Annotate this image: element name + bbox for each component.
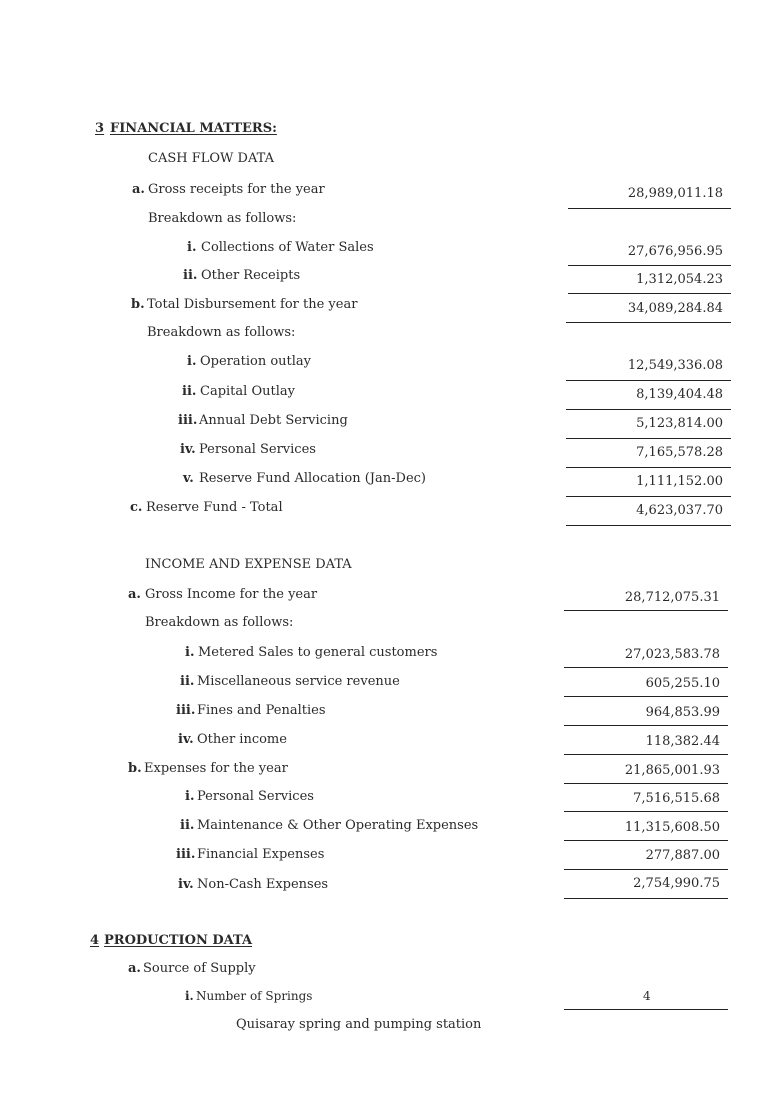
underline — [564, 754, 728, 755]
other-receipts-label: Other Receipts — [201, 268, 301, 283]
total-disbursement-label: Total Disbursement for the year — [147, 297, 358, 312]
item-marker: a. — [128, 961, 141, 976]
cash-flow-heading: CASH FLOW DATA — [148, 151, 274, 166]
source-of-supply-label: Source of Supply — [143, 961, 256, 976]
exp-maintenance-value: 11,315,608.50 — [624, 820, 720, 835]
underline — [566, 409, 731, 410]
personal-services-value: 7,165,578.28 — [636, 445, 723, 460]
underline — [566, 438, 731, 439]
expenses-value: 21,865,001.93 — [624, 763, 720, 778]
item-marker: i. — [187, 240, 197, 255]
item-marker: i. — [185, 789, 195, 804]
section-3-title: FINANCIAL MATTERS: — [110, 121, 277, 136]
income-expense-heading: INCOME AND EXPENSE DATA — [145, 557, 352, 572]
misc-revenue-value: 605,255.10 — [645, 676, 720, 691]
underline — [568, 208, 731, 209]
underline — [566, 496, 731, 497]
gross-receipts-label: Gross receipts for the year — [148, 182, 325, 197]
item-marker: i. — [185, 645, 195, 660]
item-marker: ii. — [183, 268, 198, 283]
item-marker: iii. — [176, 847, 196, 862]
section-3-number: 3 — [95, 121, 105, 136]
item-marker: iii. — [176, 703, 196, 718]
reserve-total-value: 4,623,037.70 — [636, 503, 723, 518]
other-income-value: 118,382.44 — [645, 734, 720, 749]
item-marker: v. — [183, 471, 194, 486]
underline — [564, 811, 728, 812]
other-receipts-value: 1,312,054.23 — [636, 272, 723, 287]
exp-personal-label: Personal Services — [197, 789, 314, 804]
section-4-title: PRODUCTION DATA — [104, 933, 253, 948]
underline — [564, 783, 728, 784]
capital-outlay-label: Capital Outlay — [200, 384, 295, 399]
underline — [564, 725, 728, 726]
springs-value: 4 — [643, 989, 651, 1003]
item-marker: iv. — [178, 732, 194, 747]
underline — [564, 869, 728, 870]
reserve-allocation-value: 1,111,152.00 — [636, 474, 723, 489]
exp-personal-value: 7,516,515.68 — [633, 791, 720, 806]
item-marker: ii. — [180, 818, 195, 833]
underline — [564, 898, 728, 899]
underline — [564, 1009, 728, 1010]
fines-label: Fines and Penalties — [197, 703, 326, 718]
item-marker: b. — [131, 297, 145, 312]
breakdown-label: Breakdown as follows: — [148, 211, 297, 226]
item-marker: i. — [187, 354, 197, 369]
total-disbursement-value: 34,089,284.84 — [627, 301, 723, 316]
item-marker: iii. — [178, 413, 198, 428]
underline — [564, 840, 728, 841]
spring-name: Quisaray spring and pumping station — [236, 1017, 482, 1032]
reserve-allocation-label: Reserve Fund Allocation (Jan-Dec) — [199, 471, 426, 486]
underline — [566, 322, 731, 323]
exp-noncash-value: 2,754,990.75 — [633, 876, 720, 891]
gross-receipts-value: 28,989,011.18 — [627, 186, 723, 201]
exp-noncash-label: Non-Cash Expenses — [197, 877, 329, 892]
springs-label: Number of Springs — [196, 989, 313, 1003]
underline — [564, 667, 728, 668]
underline — [566, 380, 731, 381]
operation-outlay-value: 12,549,336.08 — [627, 358, 723, 373]
other-income-label: Other income — [197, 732, 287, 747]
operation-outlay-label: Operation outlay — [200, 354, 312, 369]
exp-maintenance-label: Maintenance & Other Operating Expenses — [197, 818, 479, 833]
item-marker: ii. — [182, 384, 197, 399]
debt-servicing-label: Annual Debt Servicing — [199, 413, 348, 428]
underline — [568, 293, 731, 294]
debt-servicing-value: 5,123,814.00 — [636, 416, 723, 431]
item-marker: iv. — [180, 442, 196, 457]
item-marker: b. — [128, 761, 142, 776]
item-marker: a. — [128, 587, 141, 602]
misc-revenue-label: Miscellaneous service revenue — [197, 674, 400, 689]
section-4-number: 4 — [90, 933, 100, 948]
exp-financial-label: Financial Expenses — [197, 847, 325, 862]
exp-financial-value: 277,887.00 — [645, 848, 720, 863]
fines-value: 964,853.99 — [645, 705, 720, 720]
item-marker: i. — [185, 989, 194, 1003]
item-marker: a. — [132, 182, 145, 197]
item-marker: ii. — [180, 674, 195, 689]
metered-sales-label: Metered Sales to general customers — [198, 645, 438, 660]
underline — [566, 467, 731, 468]
underline — [568, 265, 731, 266]
underline — [566, 525, 731, 526]
collections-label: Collections of Water Sales — [201, 240, 374, 255]
breakdown-label: Breakdown as follows: — [145, 615, 294, 630]
item-marker: iv. — [178, 877, 194, 892]
item-marker: c. — [130, 500, 143, 515]
personal-services-label: Personal Services — [199, 442, 316, 457]
underline — [564, 610, 728, 611]
breakdown-label: Breakdown as follows: — [147, 325, 296, 340]
collections-value: 27,676,956.95 — [627, 244, 723, 259]
capital-outlay-value: 8,139,404.48 — [636, 387, 723, 402]
reserve-total-label: Reserve Fund - Total — [146, 500, 283, 515]
underline — [564, 696, 728, 697]
gross-income-value: 28,712,075.31 — [624, 590, 720, 605]
expenses-label: Expenses for the year — [144, 761, 288, 776]
metered-sales-value: 27,023,583.78 — [624, 647, 720, 662]
gross-income-label: Gross Income for the year — [145, 587, 318, 602]
